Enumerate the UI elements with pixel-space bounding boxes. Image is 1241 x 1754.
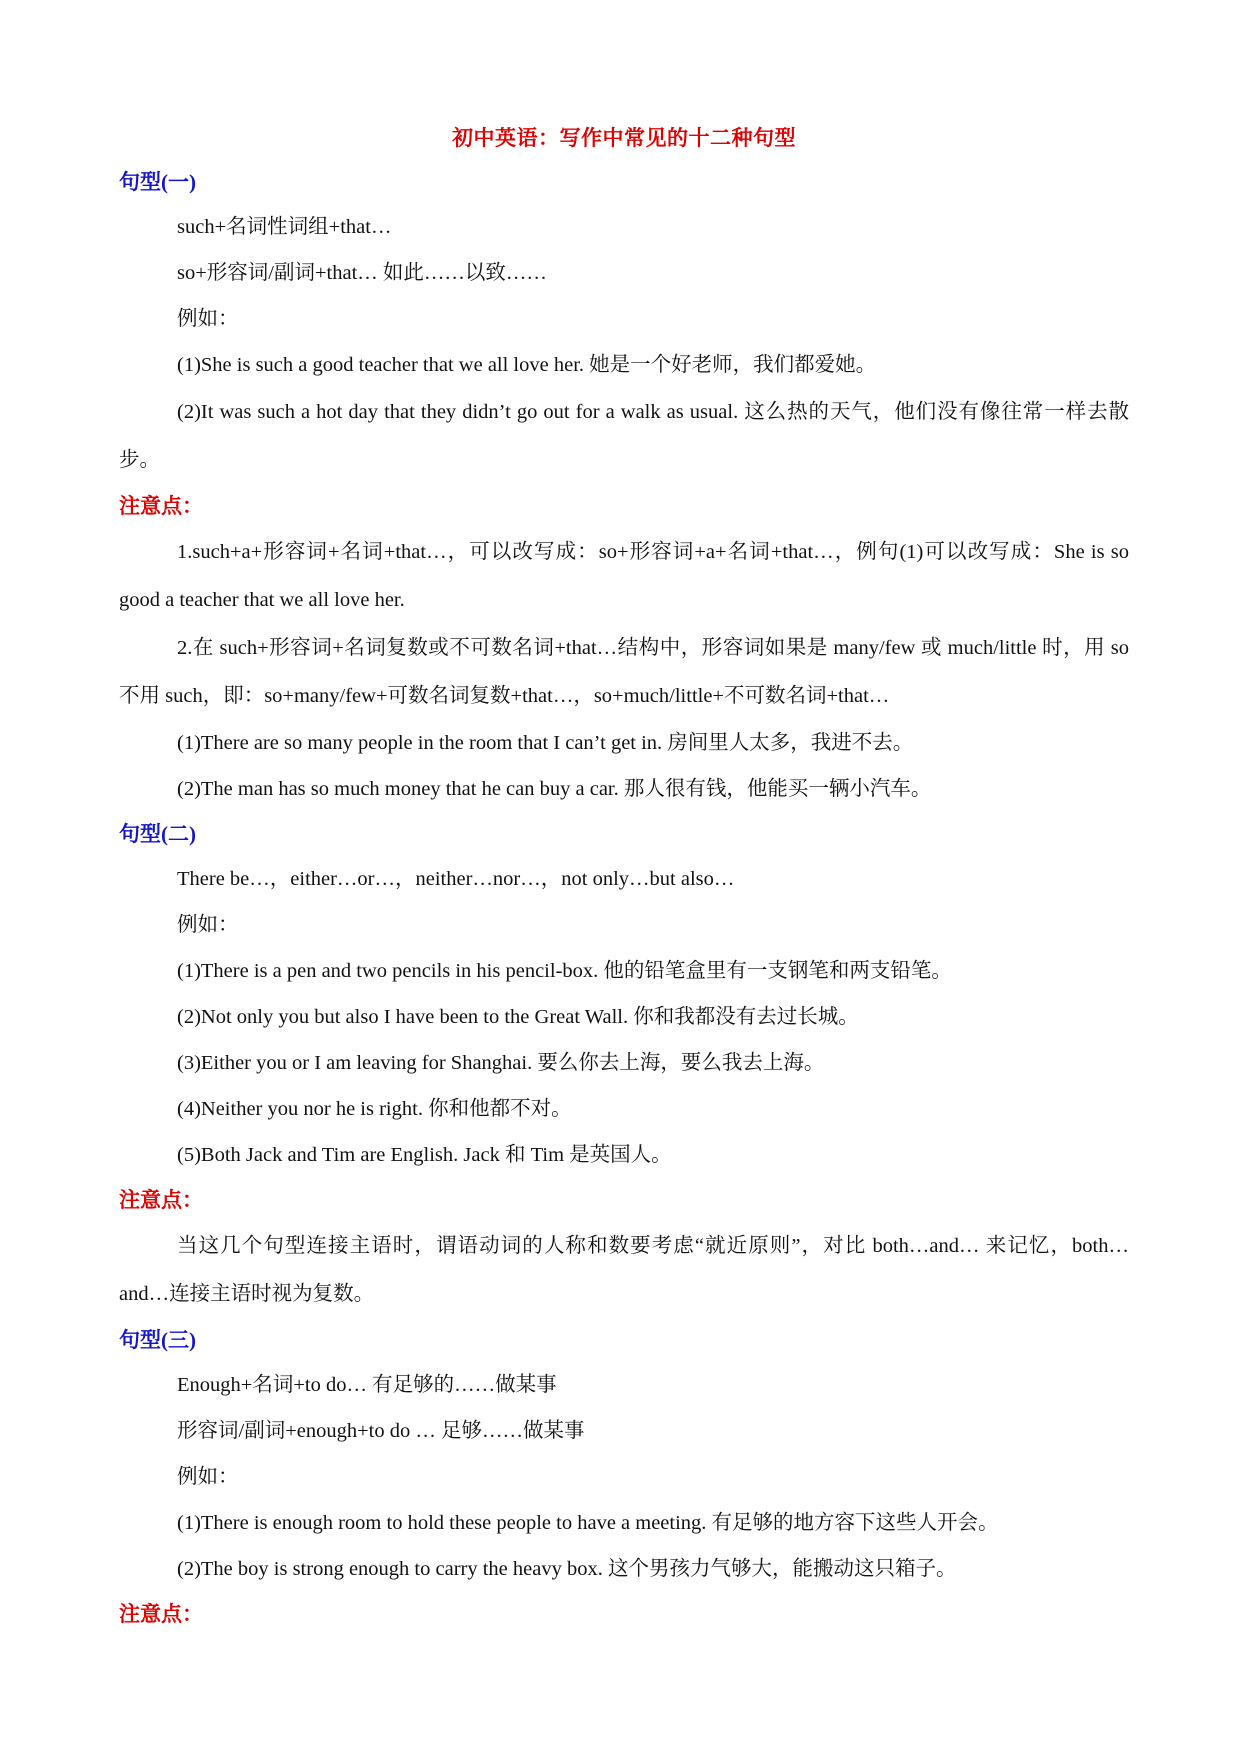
section-2-heading: 句型(二) — [119, 822, 196, 846]
section-2-example-5: (5)Both Jack and Tim are English. Jack 和 Tim 是英国人。 — [177, 1144, 672, 1166]
section-1-note-example-2: (2)The man has so much money that he can buy a car. 那人很有钱，他能买一辆小汽车。 — [177, 778, 932, 800]
section-1-note-heading: 注意点： — [119, 494, 203, 518]
section-2-example-label: 例如： — [177, 914, 239, 936]
document-title: 初中英语：写作中常见的十二种句型 — [452, 126, 796, 150]
section-3-example-label: 例如： — [177, 1466, 239, 1488]
section-1-note-example-1: (1)There are so many people in the room that I can’t get in. 房间里人太多，我进不去。 — [177, 732, 914, 754]
section-2-pattern: There be…，either…or…，neither…nor…，not only…but also… — [177, 868, 735, 890]
section-2-example-1: (1)There is a pen and two pencils in his pencil-box. 他的铅笔盒里有一支钢笔和两支铅笔。 — [177, 960, 952, 982]
document-page — [119, 118, 1129, 1636]
section-3-heading: 句型(三) — [119, 1328, 196, 1352]
section-1-note-1: 1.such+a+形容词+名词+that…，可以改写成：so+形容词+a+名词+that…，例句(1)可以改写成：She is so good a teacher that we all love her. — [119, 541, 1129, 611]
section-2-example-3: (3)Either you or I am leaving for Shanghai. 要么你去上海，要么我去上海。 — [177, 1052, 825, 1074]
section-2-example-2: (2)Not only you but also I have been to the Great Wall. 你和我都没有去过长城。 — [177, 1006, 859, 1028]
section-3-pattern-1: Enough+名词+to do… 有足够的……做某事 — [177, 1374, 557, 1396]
section-2-note-heading: 注意点： — [119, 1188, 203, 1212]
section-3-pattern-2: 形容词/副词+enough+to do … 足够……做某事 — [177, 1420, 585, 1442]
section-2-example-4: (4)Neither you nor he is right. 你和他都不对。 — [177, 1098, 572, 1120]
section-1-example-2: (2)It was such a hot day that they didn’t go out for a walk as usual. 这么热的天气，他们没有像往常一样去散步。 — [119, 401, 1129, 471]
section-2-note: 当这几个句型连接主语时，谓语动词的人称和数要考虑“就近原则”，对比 both…and… 来记忆，both…and…连接主语时视为复数。 — [119, 1235, 1129, 1305]
section-1-example-label: 例如： — [177, 308, 239, 330]
section-3-example-2: (2)The boy is strong enough to carry the heavy box. 这个男孩力气够大，能搬动这只箱子。 — [177, 1558, 957, 1580]
section-1-heading: 句型(一) — [119, 170, 196, 194]
section-1-note-2: 2.在 such+形容词+名词复数或不可数名词+that…结构中，形容词如果是 many/few 或 much/little 时，用 so 不用 such，即：so+many/few+可数名词复数+that…，so+much/little+不可数名词+that… — [119, 637, 1129, 707]
section-1-example-1: (1)She is such a good teacher that we all love her. 她是一个好老师，我们都爱她。 — [177, 354, 877, 376]
section-3-example-1: (1)There is enough room to hold these people to have a meeting. 有足够的地方容下这些人开会。 — [177, 1512, 999, 1534]
section-1-pattern-2: so+形容词/副词+that… 如此……以致…… — [177, 262, 547, 284]
section-3-note-heading: 注意点： — [119, 1602, 203, 1626]
section-1-pattern-1: such+名词性词组+that… — [177, 216, 392, 238]
